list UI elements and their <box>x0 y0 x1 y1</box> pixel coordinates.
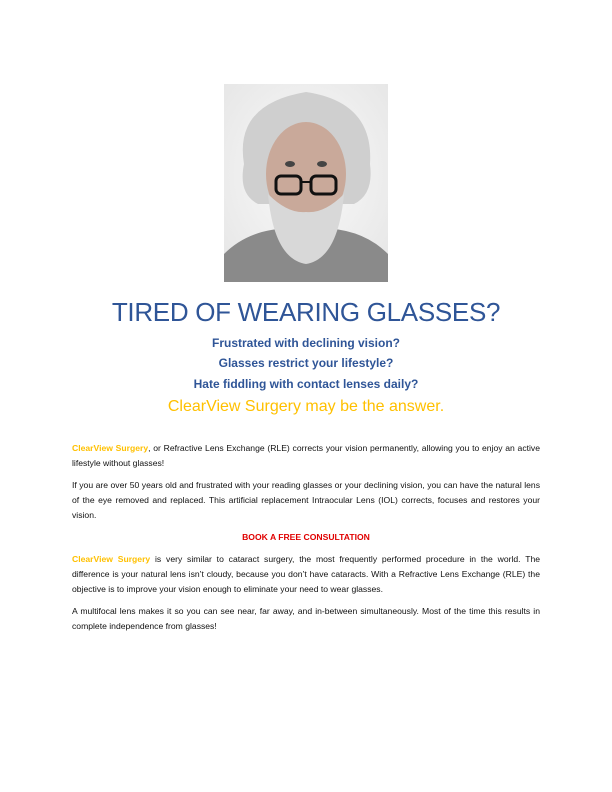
brand-name: ClearView Surgery <box>72 554 151 564</box>
subheading-1: Frustrated with declining vision? <box>211 336 400 350</box>
paragraph-3 <box>72 552 540 597</box>
body-text <box>72 441 540 641</box>
paragraph-4: A multifocal lens makes it so you can see near, far away, and in-between simultaneously. Most of the time this results in complete independence from glasses! <box>72 606 540 631</box>
paragraph-2: If you are over 50 years old and frustrated with your reading glasses or your declining vision, you can have the natural lens of the eye removed and replaced. This artificial replacement Intraocular Lens (IOL) corrects, focuses and restores your vision. <box>72 480 540 520</box>
headline: TIRED OF WEARING GLASSES? <box>111 297 501 327</box>
subheading-3: Hate fiddling with contact lenses daily? <box>193 377 419 391</box>
book-consultation-cta[interactable]: BOOK A FREE CONSULTATION <box>242 532 370 542</box>
man-with-glasses-photo <box>224 84 388 282</box>
tagline: ClearView Surgery may be the answer. <box>167 398 445 415</box>
brand-name: ClearView Surgery <box>72 443 149 453</box>
paragraph-text: is very similar to cataract surgery, the most frequently performed procedure in the world. The difference is your natural lens isn’t cloudy, because you don’t have cataracts. With a Refractive Lens Exchange (RLE) the objective is to improve your vision enough to eliminate your need to wear glasses. <box>72 554 541 594</box>
paragraph-text: , or Refractive Lens Exchange (RLE) corrects your vision permanently, allowing you to enjoy an active lifestyle without glasses! <box>72 443 540 468</box>
subheading-2: Glasses restrict your lifestyle? <box>218 356 394 370</box>
paragraph-1 <box>72 441 540 471</box>
